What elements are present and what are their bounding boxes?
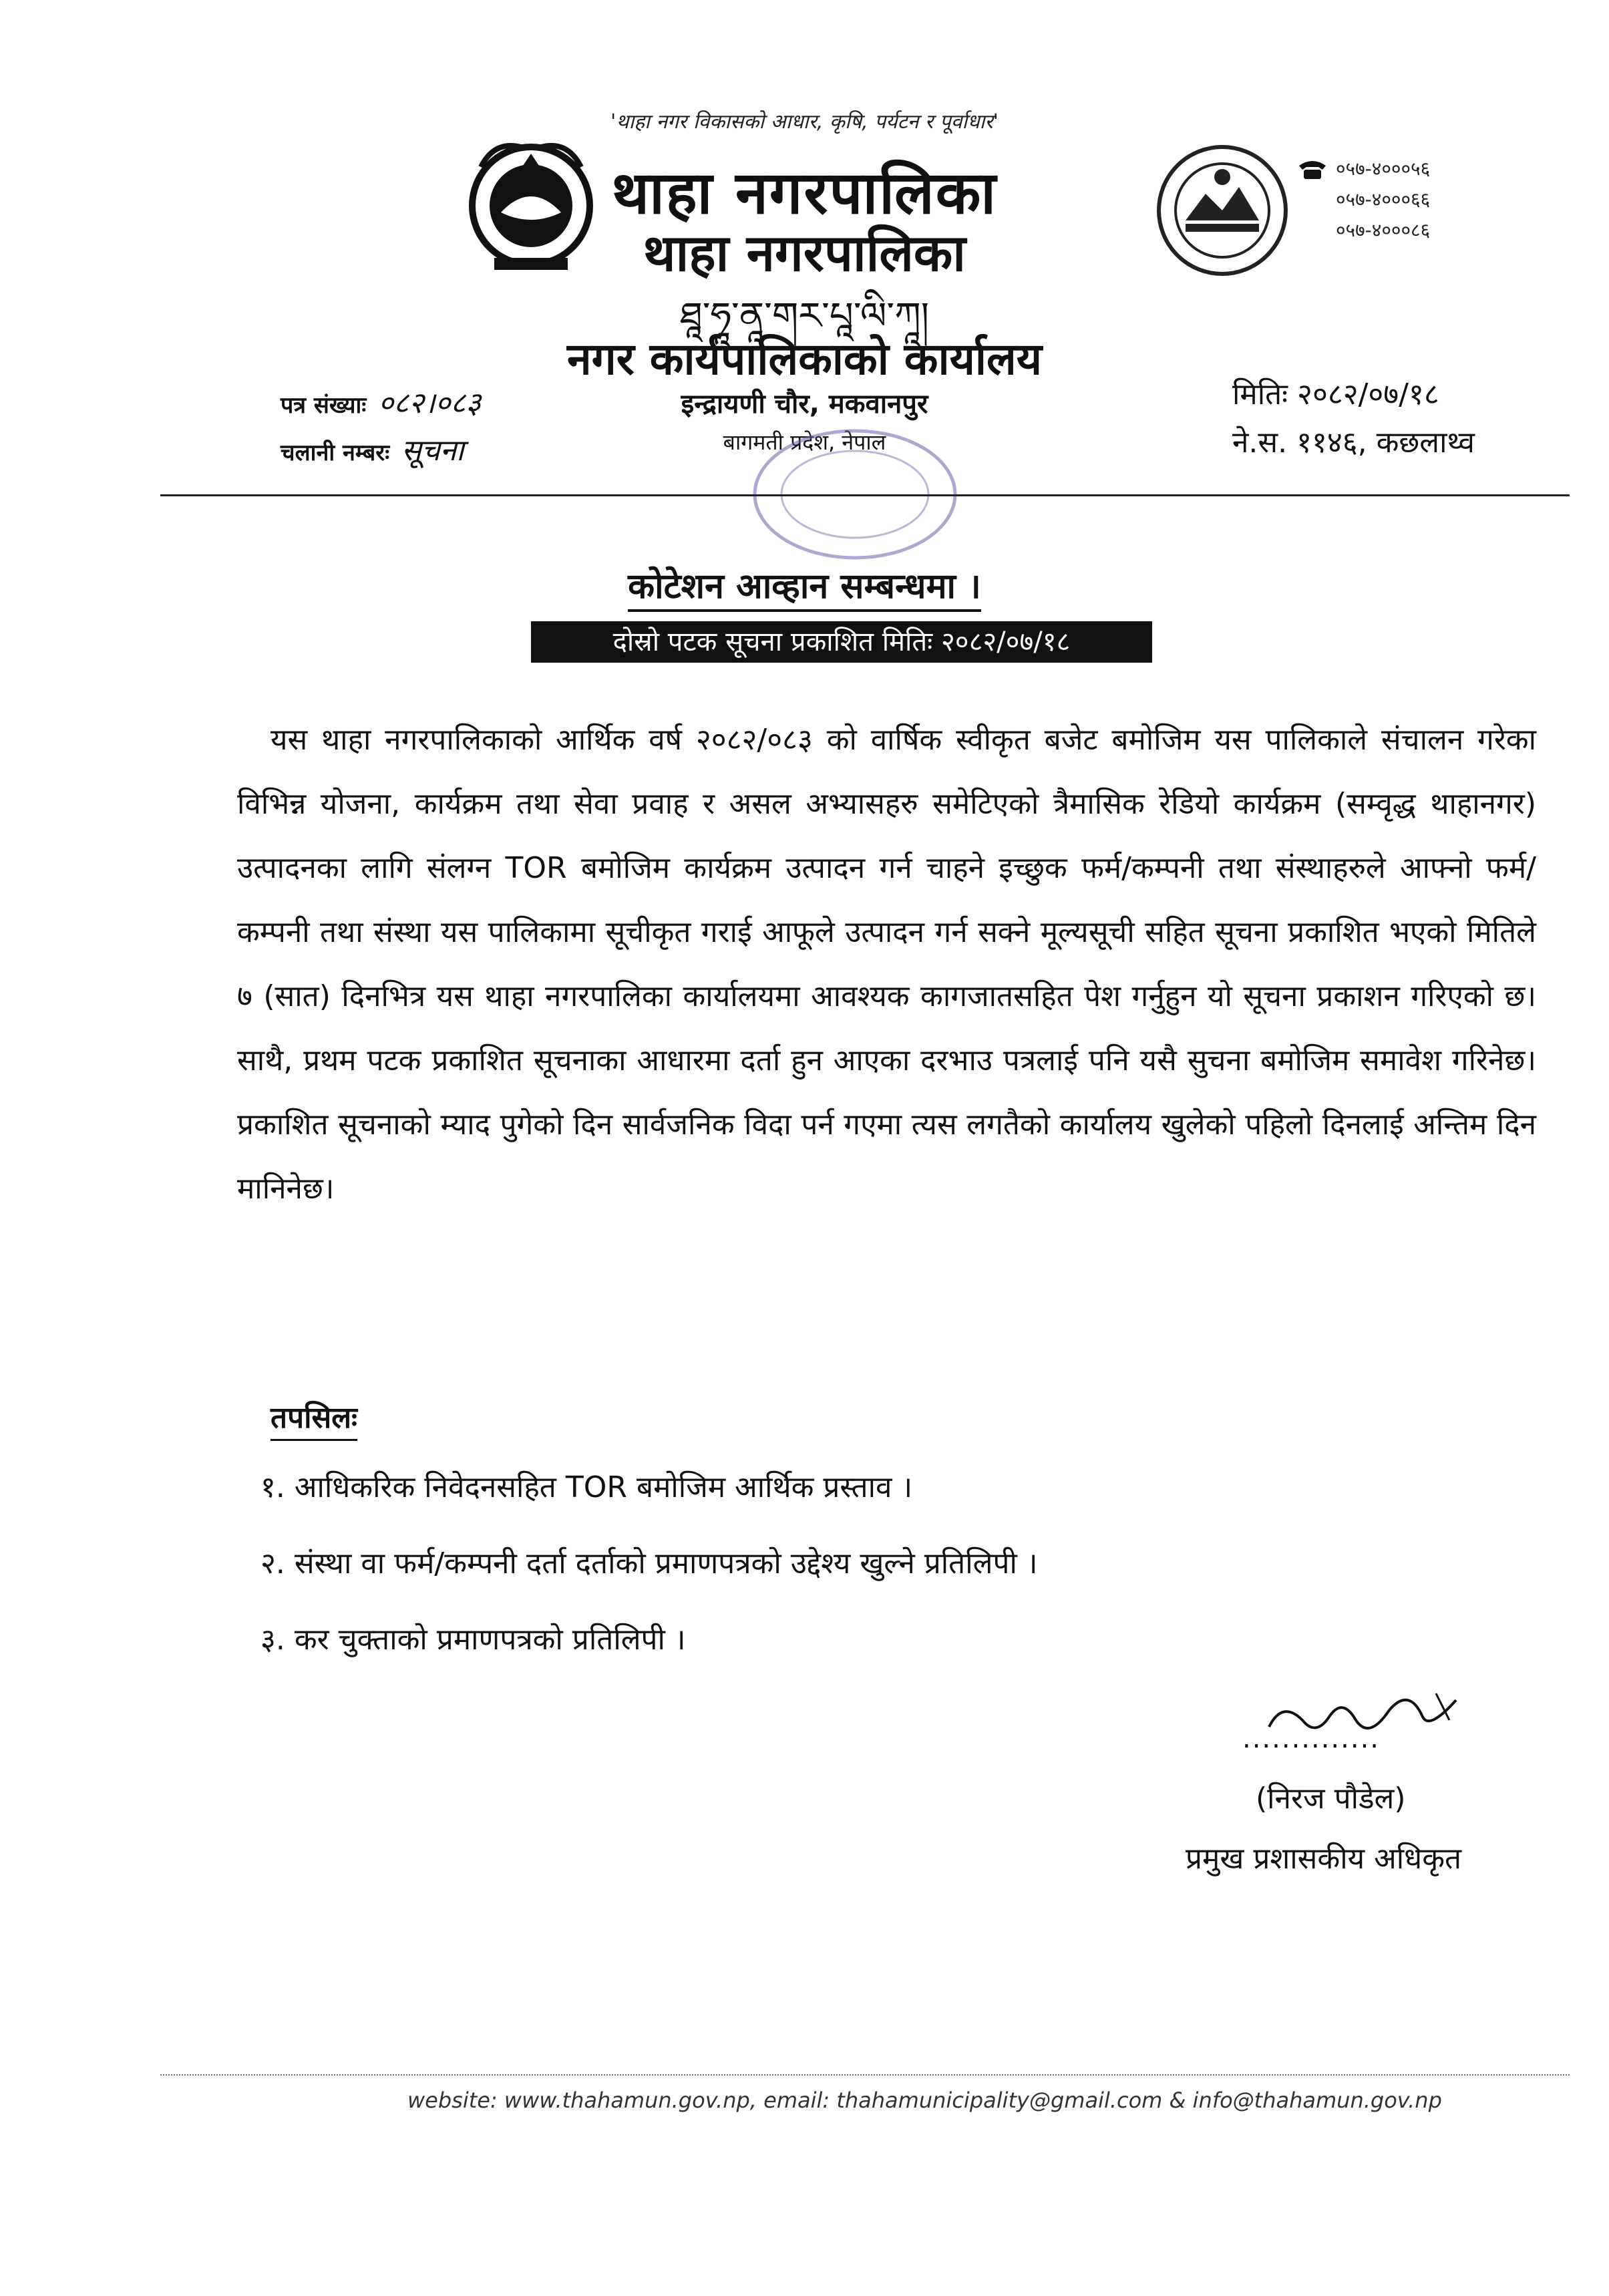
letter-date: मितिः २०८२/०७/१८: [1232, 377, 1439, 412]
date-block: [1232, 371, 1475, 467]
details-list: [260, 1450, 1038, 1678]
notice-body-paragraph: यस थाहा नगरपालिकाको आर्थिक वर्ष २०८२/०८३ को वार्षिक स्वीकृत बजेट बमोजिम यस पालिकाले संचालन गरेका विभिन्न योजना, कार्यक्रम तथा सेवा प्रवाह र असल अभ्यासहरु समेटिएको त्रैमासिक रेडियो कार्यक्रम (सम्वृद्ध थाहानगर) उत्पादनका लागि संलग्न TOR बमोजिम कार्यक्रम उत्पादन गर्न चाहने इच्छुक फर्म/कम्पनी तथा संस्थाहरुले आफ्नो फर्म/कम्पनी तथा संस्था यस पालिकामा सूचीकृत गराई आफूले उत्पादन गर्न सक्ने मूल्यसूची सहित सूचना प्रकाशित भएको मितिले ७ (सात) दिनभित्र यस थाहा नगरपालिका कार्यालयमा आवश्यक कागजातसहित पेश गर्नुहुन यो सूचना प्रकाशन गरिएको छ। साथै, प्रथम पटक प्रकाशित सूचनाका आधारमा दर्ता हुन आएका दरभाउ पत्रलाई पनि यसै सुचना बमोजिम समावेश गरिनेछ। प्रकाशित सूचनाको म्याद पुगेको दिन सार्वजनिक विदा पर्न गएमा त्यस लगतैको कार्यालय खुलेको पहिलो दिनलाई अन्तिम दिन मानिनेछ।: [237, 723, 1536, 1206]
signature-line: ..............: [1242, 1724, 1381, 1754]
office-stamp-icon: [735, 421, 975, 575]
municipality-title-nepali: थाहा नगरपालिका: [611, 158, 998, 227]
phone-numbers: [1336, 154, 1430, 246]
list-item: ३. कर चुक्ताको प्रमाणपत्रको प्रतिलिपी ।: [260, 1623, 686, 1657]
details-heading: तपसिलः: [271, 1396, 357, 1441]
office-name: नगर कार्यपालिकाको कार्यालय: [567, 333, 1042, 385]
phone-number: ०५७-४०००६६: [1336, 188, 1431, 210]
municipality-title-tamang: ཐཱ་ཧཱ་ནཱ་གར་པཱ་ལི་ཀཱ།: [679, 295, 930, 338]
signatory-name: (निरज पौडेल): [1256, 1782, 1406, 1816]
phone-number: ०५७-४०००५६: [1336, 158, 1431, 180]
footer-contact: website: www.thahamun.gov.np, email: thahamunicipality@gmail.com & info@thahamun.gov.np: [407, 2088, 1442, 2113]
reference-block: [281, 381, 481, 476]
municipality-title-newari: थाहा नगरपालिका: [643, 223, 966, 283]
list-item: १. आधिकरिक निवेदनसहित TOR बमोजिम आर्थिक प्रस्ताव ।: [260, 1470, 913, 1504]
list-item: २. संस्था वा फर्म/कम्पनी दर्ता दर्ताको प्रमाणपत्रको उद्देश्य खुल्ने प्रतिलिपी ।: [260, 1546, 1038, 1581]
municipality-logo-icon: [1152, 140, 1292, 281]
phone-number: ०५७-४०००८६: [1336, 219, 1431, 241]
header-divider: [160, 494, 1570, 496]
subject-title: कोटेशन आव्हान सम्बन्धमा ।: [628, 566, 981, 612]
office-address: इन्द्रायणी चौर, मकवानपुर: [681, 389, 928, 420]
published-date-banner: दोस्रो पटक सूचना प्रकाशित मितिः २०८२/०७/१८: [531, 621, 1152, 663]
footer-divider: [160, 2074, 1570, 2076]
letter-number-value: ०८२।०८३: [378, 386, 482, 420]
nepal-sambat-date: ने.स. ११४६, कछलाथ्व: [1232, 426, 1475, 460]
office-province: बागमती प्रदेश, नेपाल: [723, 430, 886, 455]
subject-heading: [0, 561, 1609, 609]
telephone-icon: [1297, 158, 1328, 180]
municipality-motto: 'थाहा नगर विकासको आधार, कृषि, पर्यटन र पूर्वाधार': [610, 110, 999, 134]
dispatch-number-value: सूचना: [401, 434, 464, 468]
signatory-title: प्रमुख प्रशासकीय अधिकृत: [1186, 1842, 1462, 1876]
letter-number-label: पत्र संख्याः: [281, 392, 367, 419]
dispatch-number-label: चलानी नम्बरः: [281, 440, 390, 466]
